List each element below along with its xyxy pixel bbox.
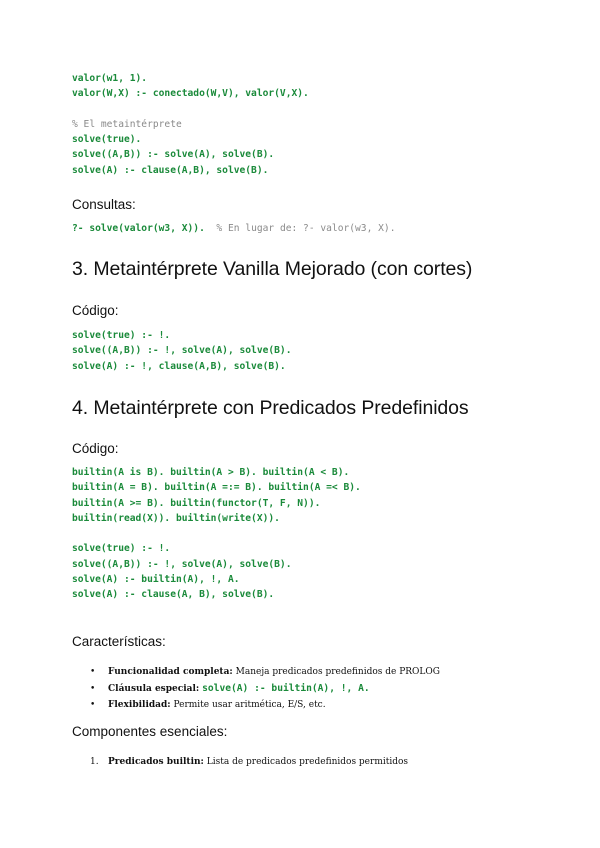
code-line xyxy=(72,526,361,541)
code-text: builtin(A = B). builtin(A =:= B). builtin(A =< B). xyxy=(72,482,361,494)
section-3-title: 3. Metaintérprete Vanilla Mejorado (con cortes) xyxy=(72,258,473,280)
code-line xyxy=(72,465,361,480)
code-text: builtin(A >= B). builtin(functor(T, F, N)). xyxy=(72,497,321,509)
consulta-comment: % En lugar de: ?- valor(w3, X). xyxy=(204,223,396,234)
code-line xyxy=(72,147,309,162)
code-line xyxy=(72,496,361,511)
code-text: solve(A) :- builtin(A), !, A. xyxy=(72,574,240,586)
item-text: Maneja predicados predefinidos de PROLOG xyxy=(235,667,440,677)
code-line xyxy=(72,572,361,587)
code-line xyxy=(72,117,309,132)
code-line xyxy=(72,163,309,178)
componentes-heading: Componentes esenciales: xyxy=(72,724,228,739)
code-text: builtin(A is B). builtin(A > B). builtin(A < B). xyxy=(72,467,350,478)
item-label: Cláusula especial: xyxy=(108,683,200,694)
bullet-marker: • xyxy=(90,667,96,677)
list-item xyxy=(90,681,440,698)
item-number: 1. xyxy=(90,757,99,767)
code-line xyxy=(72,71,309,86)
code-line xyxy=(72,480,361,495)
caracteristicas-list xyxy=(90,664,440,714)
code-text: solve(true). xyxy=(72,134,142,146)
code-text: solve(A) :- clause(A,B), solve(B). xyxy=(72,164,269,176)
componentes-list xyxy=(90,754,408,771)
list-item xyxy=(90,664,440,681)
code-block-consultas xyxy=(72,221,395,236)
code-text: builtin(read(X)). builtin(write(X)). xyxy=(72,512,280,524)
item-code: solve(A) :- builtin(A), !, A. xyxy=(202,682,370,694)
code-text: solve((A,B)) :- solve(A), solve(B). xyxy=(72,149,275,161)
code-line xyxy=(72,86,309,101)
code-text: solve((A,B)) :- !, solve(A), solve(B). xyxy=(72,345,292,357)
code-line xyxy=(72,587,361,602)
item-label: Predicados builtin: xyxy=(108,757,204,767)
bullet-marker: • xyxy=(90,683,96,694)
list-item xyxy=(90,754,408,771)
code-block-section-3 xyxy=(72,328,292,374)
item-text: Lista de predicados predefinidos permitidos xyxy=(206,757,409,767)
consulta-code: ?- solve(valor(w3, X)). xyxy=(72,223,205,234)
code-text: solve(true) :- !. xyxy=(72,330,171,341)
code-text: solve(A) :- !, clause(A,B), solve(B). xyxy=(72,360,286,372)
code-line xyxy=(72,328,292,343)
code-text: solve(true) :- !. xyxy=(72,543,171,555)
list-item xyxy=(90,697,440,714)
code-line xyxy=(72,541,361,556)
code-text: valor(w1, 1). xyxy=(72,73,148,84)
section-3-code-heading: Código: xyxy=(72,303,119,318)
code-text: solve(A) :- clause(A, B), solve(B). xyxy=(72,589,275,601)
section-4-title: 4. Metaintérprete con Predicados Predefinidos xyxy=(72,397,469,419)
section-4-code-heading: Código: xyxy=(72,441,119,456)
code-line xyxy=(72,359,292,374)
consultas-heading: Consultas: xyxy=(72,197,136,212)
code-line xyxy=(72,511,361,526)
code-comment: % El metaintérprete xyxy=(72,118,182,130)
item-label: Flexibilidad: xyxy=(108,700,171,710)
code-line xyxy=(72,557,361,572)
item-label: Funcionalidad completa: xyxy=(108,667,233,677)
code-text: solve((A,B)) :- !, solve(A), solve(B). xyxy=(72,558,292,570)
code-line xyxy=(72,132,309,147)
code-line xyxy=(72,102,309,117)
bullet-marker: • xyxy=(90,700,96,710)
code-block-section-4 xyxy=(72,465,361,603)
code-text: valor(W,X) :- conectado(W,V), valor(V,X). xyxy=(72,88,309,100)
item-text: Permite usar aritmética, E/S, etc. xyxy=(173,700,326,710)
code-line xyxy=(72,343,292,358)
code-block-vanilla xyxy=(72,71,309,178)
caracteristicas-heading: Características: xyxy=(72,634,166,649)
